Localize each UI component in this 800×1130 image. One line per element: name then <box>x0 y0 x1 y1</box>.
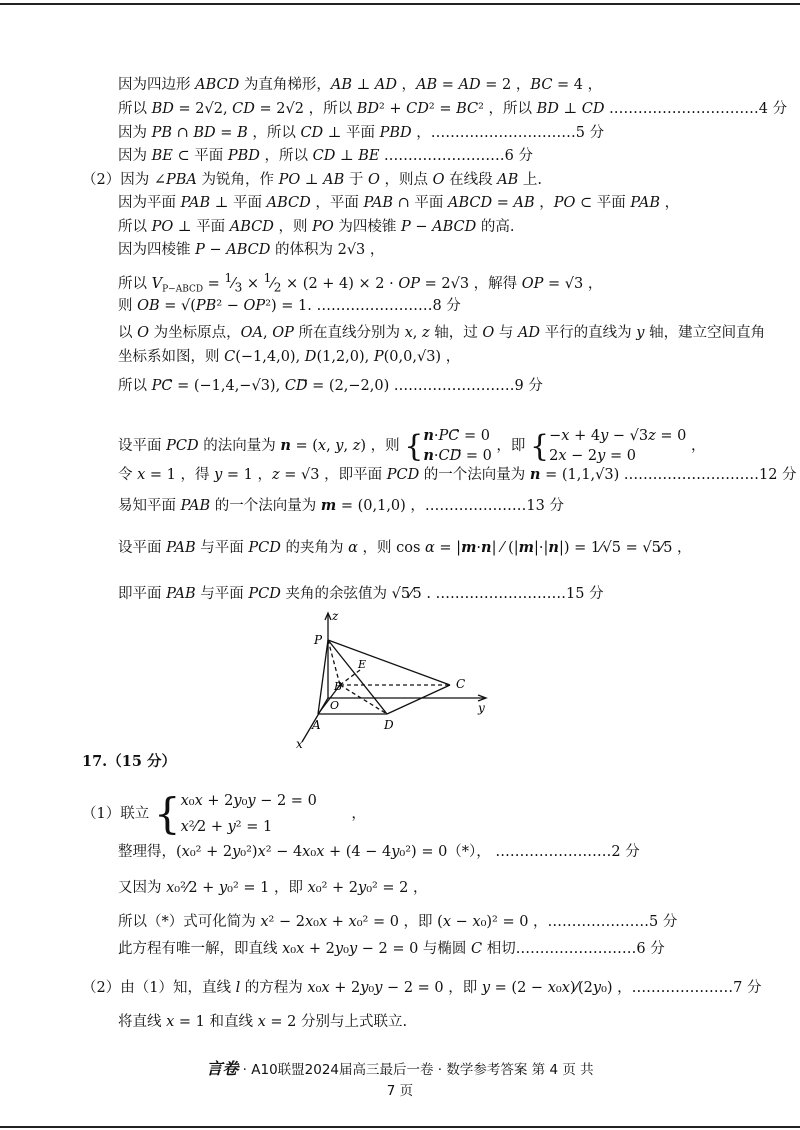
line-21: 整理得，(x₀² + 2y₀²)x² − 4x₀x + (4 − 4y₀²) = 0（*）， ……………………2 分 <box>118 844 640 860</box>
label-O: O <box>330 699 340 712</box>
line-18: 即平面 PAB 与平面 PCD 夹角的余弦值为 √5⁄5 . ………………………15 分 <box>118 586 604 602</box>
geometry-figure <box>290 610 500 750</box>
label-z: z <box>332 610 339 623</box>
line-24: 此方程有唯一解，即直线 x₀x + 2y₀y − 2 = 0 与椭圆 C 相切.……………………6 分 <box>118 941 665 957</box>
label-D: D <box>384 718 394 732</box>
line-2: 所以 BD = 2√2, CD = 2√2 ，所以 BD² + CD² = BC² ，所以 BD ⊥ CD .…………………………4 分 <box>118 101 788 117</box>
label-x: x <box>296 737 303 750</box>
line-15: 令 x = 1 ，得 y = 1 ，z = √3 ，即平面 PCD 的一个法向量为 n = (1,1,√3) .………………………12 分 <box>118 466 797 483</box>
line-12: 坐标系如图，则 C(−1,4,0), D(1,2,0), P(0,0,√3) ， <box>118 349 461 365</box>
edge-BD <box>340 685 387 714</box>
line-6: 因为平面 PAB ⊥ 平面 ABCD ，平面 PAB ∩ 平面 ABCD = AB ，PO ⊂ 平面 PAB ， <box>118 195 680 211</box>
line-7: 所以 PO ⊥ 平面 ABCD ，则 PO 为四棱锥 P − ABCD 的高. <box>118 219 515 235</box>
line-23: 所以（*）式可化简为 x² − 2x₀x + x₀² = 0 ，即 (x − x₀)² = 0 ，…………………5 分 <box>118 914 678 930</box>
segment-BE <box>340 670 360 685</box>
line-16: 易知平面 PAB 的一个法向量为 m = (0,1,0) ，…………………13 分 <box>118 497 564 514</box>
line-5: （2）因为 ∠PBA 为锐角，作 PO ⊥ AB 于 O ，则点 O 在线段 AB 上. <box>82 172 543 188</box>
line-3: 因为 PB ∩ BD = B ，所以 CD ⊥ 平面 PBD ，…………………………5 分 <box>118 125 605 141</box>
bottom-border <box>0 1126 800 1128</box>
brand-logo: 言卷 <box>206 1059 239 1078</box>
line-4: 因为 BE ⊂ 平面 PBD ，所以 CD ⊥ BE .……………………6 分 <box>118 148 534 164</box>
label-E: E <box>358 658 367 671</box>
line-9: 所以 $V_{P-ABCD}$ = $^1⁄_3$ × $^1⁄_2 \times (2 + 4) \times 2$ · OP = 2√3 ，解得 OP = √3 ， <box>118 271 603 295</box>
line-11: 以 O 为坐标原点，OA, OP 所在直线分别为 x, z 轴，过 O 与 AD 平行的直线为 y 轴，建立空间直角 <box>118 325 766 341</box>
line-20: （1）联立 {x₀x + 2y₀y − 2 = 0 x²⁄2 + y² = 1 ， <box>82 789 366 838</box>
line-14: 设平面 PCD 的法向量为 n = (x, y, z) ，则 {n·PC⃗ = 0 n·CD⃗ = 0 ，即 {−x + 4y − √3z = 0 2x − 2y = 0 ， <box>118 427 706 464</box>
line-17: 设平面 PAB 与平面 PCD 的夹角为 α ，则 cos α = |m·n| ⁄ (|m|·|n|) = 1⁄√5 = √5⁄5 ， <box>118 539 692 556</box>
label-y: y <box>478 701 485 715</box>
top-border <box>0 3 800 5</box>
line-1: 因为四边形 ABCD 为直角梯形，AB ⊥ AD ，AB = AD = 2 ，BC = 4 ， <box>118 77 603 93</box>
line-19: 17.（15 分） <box>82 753 176 770</box>
label-B: B <box>334 680 343 693</box>
label-C: C <box>456 677 466 691</box>
label-A: A <box>312 718 321 732</box>
line-26: 将直线 x = 1 和直线 x = 2 分别与上式联立. <box>118 1014 408 1030</box>
line-25: （2）由（1）知，直线 l 的方程为 x₀x + 2y₀y − 2 = 0 ，即 y = (2 − x₀x)⁄(2y₀) ，…………………7 分 <box>82 980 762 996</box>
line-22: 又因为 x₀²⁄2 + y₀² = 1 ，即 x₀² + 2y₀² = 2 ， <box>118 880 428 896</box>
line-10: 则 OB = √(PB² − OP²) = 1. ……………………8 分 <box>118 298 461 314</box>
label-P: P <box>314 633 323 647</box>
edge-DC <box>387 685 450 714</box>
line-8: 因为四棱锥 P − ABCD 的体积为 2√3 ， <box>118 242 385 258</box>
page-footer <box>200 1056 600 1099</box>
footer-text: · A10联盟2024届高三最后一卷 · 数学参考答案 第 4 页 共 7 页 <box>242 1062 594 1099</box>
line-13: 所以 PC⃗ = (−1,4,−√3), CD⃗ = (2,−2,0) .……………………9 分 <box>118 378 543 394</box>
